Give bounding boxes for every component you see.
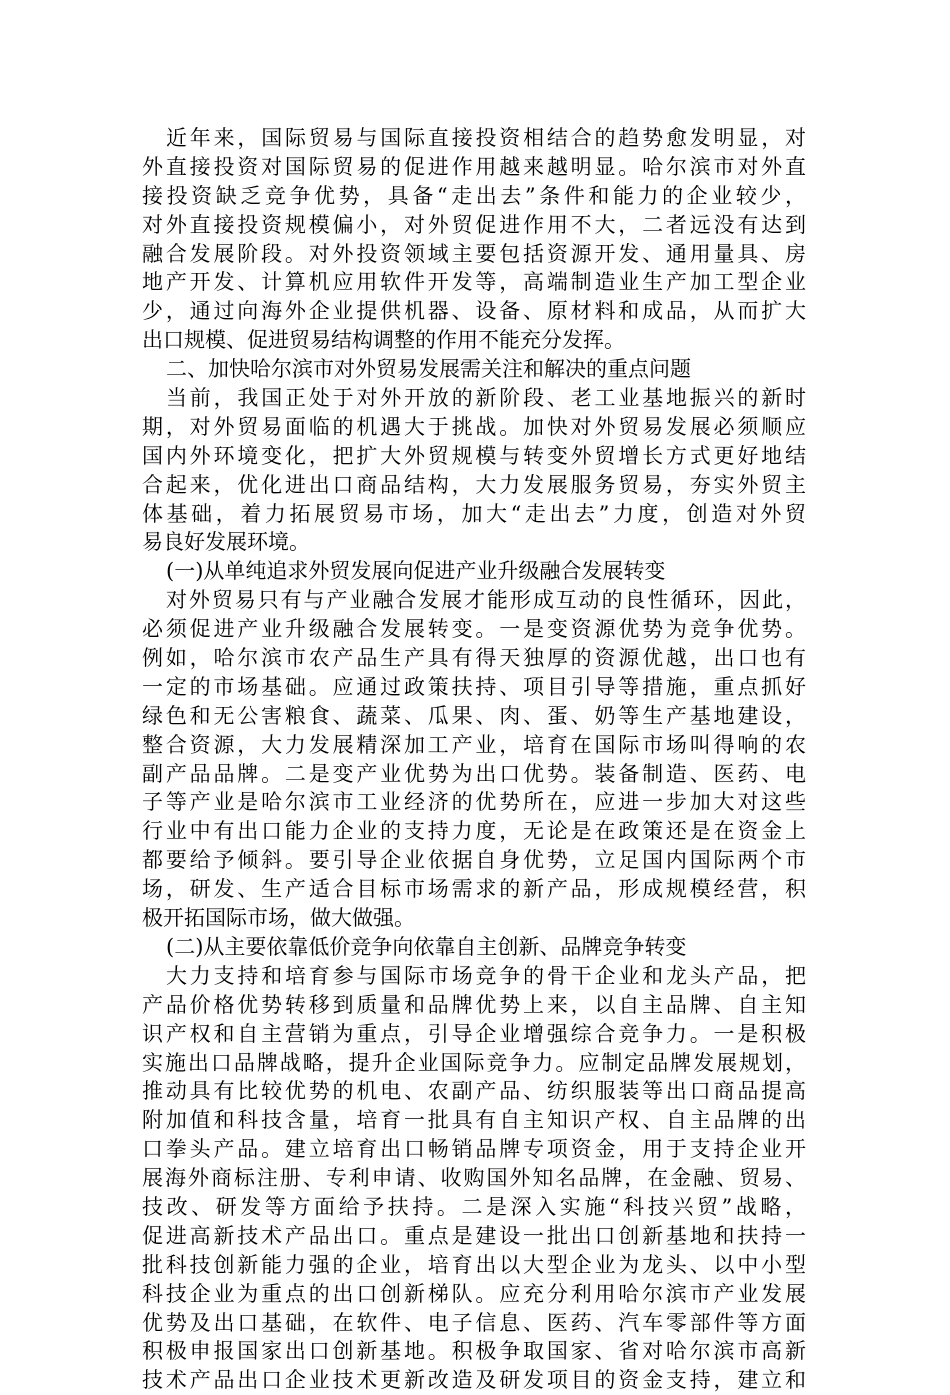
text-line: 技术产品出口企业技术更新改造及研发项目的资金支持，建立和 <box>142 1368 806 1393</box>
text-line: 场，研发、生产适合目标市场需求的新产品，形成规模经营，积 <box>142 877 806 902</box>
text-line: 副产品品牌。二是变产业优势为出口优势。装备制造、医药、电 <box>142 761 806 786</box>
text-line: 期，对外贸易面临的机遇大于挑战。加快对外贸易发展必须顺应 <box>142 414 806 439</box>
text-line: 口拳头产品。建立培育出口畅销品牌专项资金，用于支持企业开 <box>142 1137 806 1162</box>
text-line: 产品价格优势转移到质量和品牌优势上来，以自主品牌、自主知 <box>142 992 806 1017</box>
text-line: 当前，我国正处于对外开放的新阶段、老工业基地振兴的新时 <box>166 386 806 411</box>
text-line: 极开拓国际市场，做大做强。 <box>142 906 415 931</box>
text-line: 积极申报国家出口创新基地。积极争取国家、省对哈尔滨市高新 <box>142 1339 806 1364</box>
document-body <box>142 124 806 1395</box>
text-line: 易良好发展环境。 <box>142 530 310 555</box>
text-line: 识产权和自主营销为重点，引导企业增强综合竞争力。一是积极 <box>142 1021 806 1046</box>
text-line: 科技企业为重点的出口创新梯队。应充分利用哈尔滨市产业发展 <box>142 1281 806 1306</box>
text-line: 近年来，国际贸易与国际直接投资相结合的趋势愈发明显，对 <box>166 126 806 150</box>
text-line: 外直接投资对国际贸易的促进作用越来越明显。哈尔滨市对外直 <box>142 154 806 179</box>
text-line: 体基础，着力拓展贸易市场，加大“走出去”力度，创造对外贸 <box>142 501 806 526</box>
text-line: 少，通过向海外企业提供机器、设备、原材料和成品，从而扩大 <box>142 299 806 324</box>
text-line: 都要给予倾斜。要引导企业依据自身优势，立足国内国际两个市 <box>142 848 806 873</box>
text-line: (一)从单纯追求外贸发展向促进产业升级融合发展转变 <box>166 559 666 584</box>
text-line: 融合发展阶段。对外投资领域主要包括资源开发、通用量具、房 <box>142 241 806 266</box>
text-line: 接投资缺乏竞争优势，具备“走出去”条件和能力的企业较少， <box>142 183 806 208</box>
text-line: 一定的市场基础。应通过政策扶持、项目引导等措施，重点抓好 <box>142 674 806 699</box>
text-line: 例如，哈尔滨市农产品生产具有得天独厚的资源优越，出口也有 <box>142 646 806 671</box>
text-line: 附加值和科技含量，培育一批具有自主知识产权、自主品牌的出 <box>142 1108 806 1133</box>
text-line: 推动具有比较优势的机电、农副产品、纺织服装等出口商品提高 <box>142 1079 806 1104</box>
text-line: 技改、研发等方面给予扶持。二是深入实施“科技兴贸”战略， <box>142 1194 806 1219</box>
text-line: 行业中有出口能力企业的支持力度，无论是在政策还是在资金上 <box>142 819 806 844</box>
text-line: 批科技创新能力强的企业，培育出以大型企业为龙头、以中小型 <box>142 1252 806 1277</box>
text-line: 整合资源，大力发展精深加工产业，培育在国际市场叫得响的农 <box>142 732 806 757</box>
text-line: 二、加快哈尔滨市对外贸易发展需关注和解决的重点问题 <box>166 357 691 382</box>
text-line: 实施出口品牌战略，提升企业国际竞争力。应制定品牌发展规划， <box>142 1050 806 1075</box>
text-line: 对外贸易只有与产业融合发展才能形成互动的良性循环，因此， <box>166 588 806 613</box>
text-line: 大力支持和培育参与国际市场竞争的骨干企业和龙头产品，把 <box>166 963 806 988</box>
text-line: 优势及出口基础，在软件、电子信息、医药、汽车零部件等方面 <box>142 1310 806 1335</box>
text-line: 绿色和无公害粮食、蔬菜、瓜果、肉、蛋、奶等生产基地建设， <box>142 703 806 728</box>
text-line: 必须促进产业升级融合发展转变。一是变资源优势为竞争优势。 <box>142 617 806 642</box>
text-line: (二)从主要依靠低价竞争向依靠自主创新、品牌竞争转变 <box>166 934 687 959</box>
text-line: 促进高新技术产品出口。重点是建设一批出口创新基地和扶持一 <box>142 1223 806 1248</box>
text-line: 合起来，优化进出口商品结构，大力发展服务贸易，夯实外贸主 <box>142 472 806 497</box>
text-line: 国内外环境变化，把扩大外贸规模与转变外贸增长方式更好地结 <box>142 443 806 468</box>
text-line: 子等产业是哈尔滨市工业经济的优势所在，应进一步加大对这些 <box>142 790 806 815</box>
text-line: 展海外商标注册、专利申请、收购国外知名品牌，在金融、贸易、 <box>142 1166 806 1191</box>
text-line: 地产开发、计算机应用软件开发等，高端制造业生产加工型企业 <box>142 270 806 295</box>
text-line: 对外直接投资规模偏小，对外贸促进作用不大，二者远没有达到 <box>142 212 806 237</box>
text-line: 出口规模、促进贸易结构调整的作用不能充分发挥。 <box>142 328 625 353</box>
